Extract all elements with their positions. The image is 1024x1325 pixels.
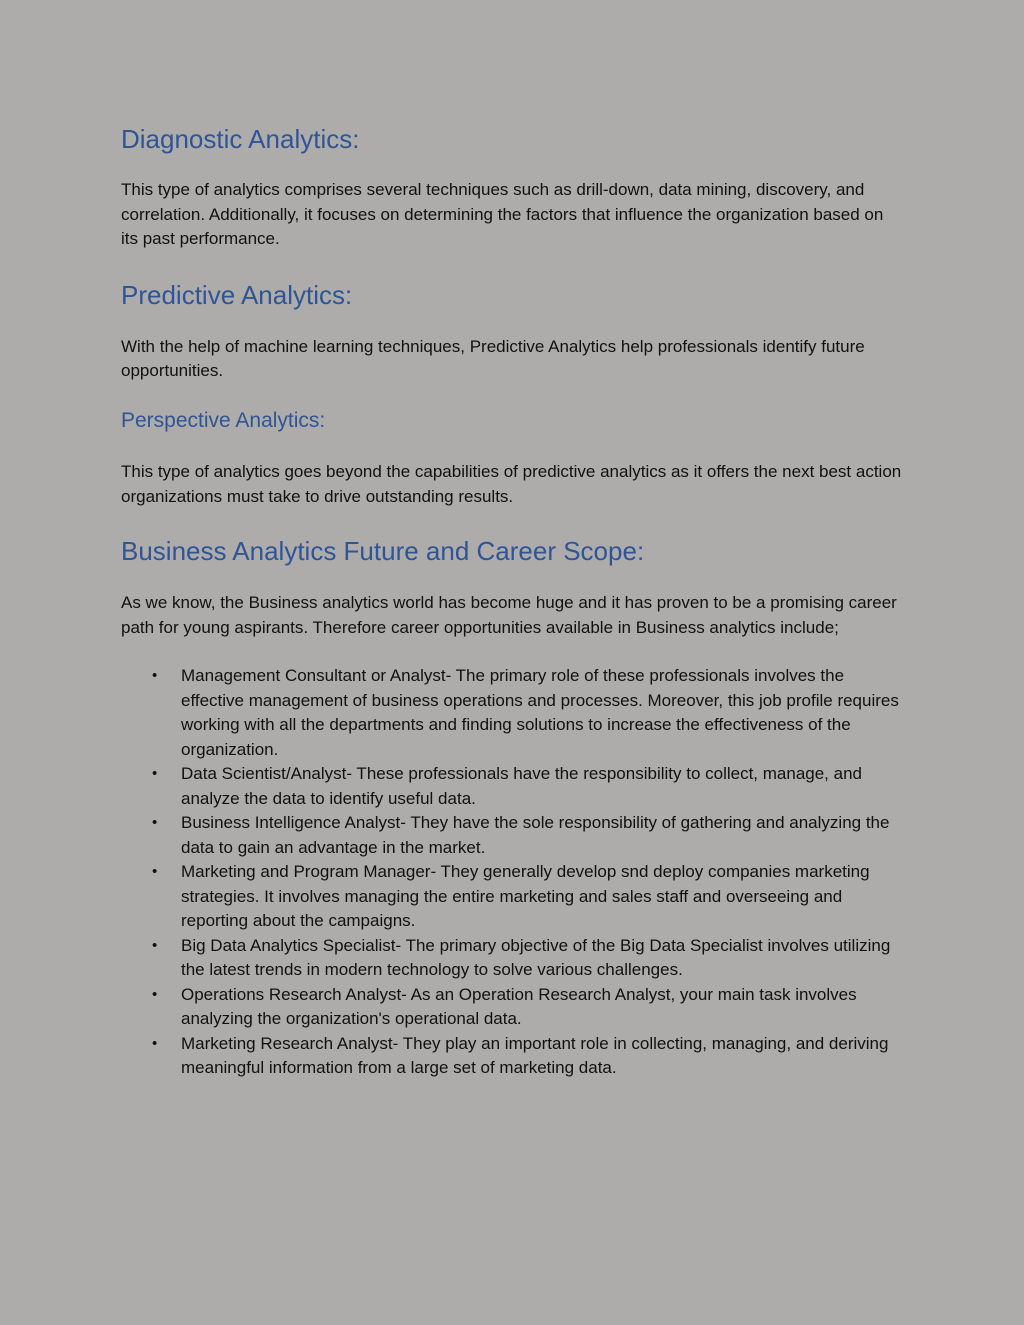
list-item [152, 983, 904, 1032]
list-item [152, 811, 904, 860]
list-item-text: Marketing Research Analyst- They play an important role in collecting, managing, and deriving meaningful information from a large set of marketing data. [181, 1033, 889, 1078]
career-opportunities-list [121, 664, 904, 1081]
list-item [152, 664, 904, 762]
paragraph-perspective-analytics: This type of analytics goes beyond the capabilities of predictive analytics as it offers the next best action organizations must take to drive outstanding results. [121, 462, 902, 506]
bullet-icon: • [152, 814, 158, 832]
list-item-text: Big Data Analytics Specialist- The primary objective of the Big Data Specialist involves utilizing the latest trends in modern technology to solve various challenges. [181, 935, 891, 980]
heading-diagnostic-analytics: Diagnostic Analytics: [121, 124, 360, 154]
bullet-icon: • [152, 1034, 158, 1052]
heading-perspective-analytics: Perspective Analytics: [121, 408, 326, 432]
list-item-text: Business Intelligence Analyst- They have the sole responsibility of gathering and analyzing the data to gain an advantage in the market. [181, 813, 890, 857]
bullet-icon: • [152, 985, 158, 1003]
list-item-text: Data Scientist/Analyst- These professionals have the responsibility to collect, manage, and analyze the data to identify useful data. [181, 764, 862, 808]
paragraph-diagnostic-analytics: This type of analytics comprises several techniques such as drill-down, data mining, discovery, and correlation. Additionally, it focuses on determining the factors that influence the organization based on its past performance. [121, 180, 884, 249]
list-item [152, 860, 904, 934]
list-item [152, 934, 904, 983]
list-item [152, 762, 904, 811]
bullet-icon: • [152, 863, 158, 881]
heading-career-scope: Business Analytics Future and Career Scope: [121, 536, 645, 567]
list-item [152, 1032, 904, 1081]
list-item-text: Operations Research Analyst- As an Operation Research Analyst, your main task involves analyzing the organization's operational data. [181, 984, 857, 1029]
paragraph-predictive-analytics: With the help of machine learning techniques, Predictive Analytics help professionals identify future opportunities. [121, 336, 865, 381]
heading-predictive-analytics: Predictive Analytics: [121, 279, 353, 310]
bullet-icon: • [152, 667, 158, 685]
bullet-icon: • [152, 765, 158, 783]
list-item-text: Marketing and Program Manager- They generally develop snd deploy companies marketing strategies. It involves managing the entire marketing and sales staff and overseeing and reporting about the campaigns. [181, 862, 870, 931]
bullet-icon: • [152, 936, 158, 954]
list-item-text: Management Consultant or Analyst- The primary role of these professionals involves the effective management of business operations and processes. Moreover, this job profile requires working with all the departments and finding solutions to increase the effectiveness of the organization. [181, 666, 899, 759]
paragraph-career-scope: As we know, the Business analytics world has become huge and it has proven to be a promising career path for young aspirants. Therefore career opportunities available in Business analytics include; [121, 593, 897, 637]
